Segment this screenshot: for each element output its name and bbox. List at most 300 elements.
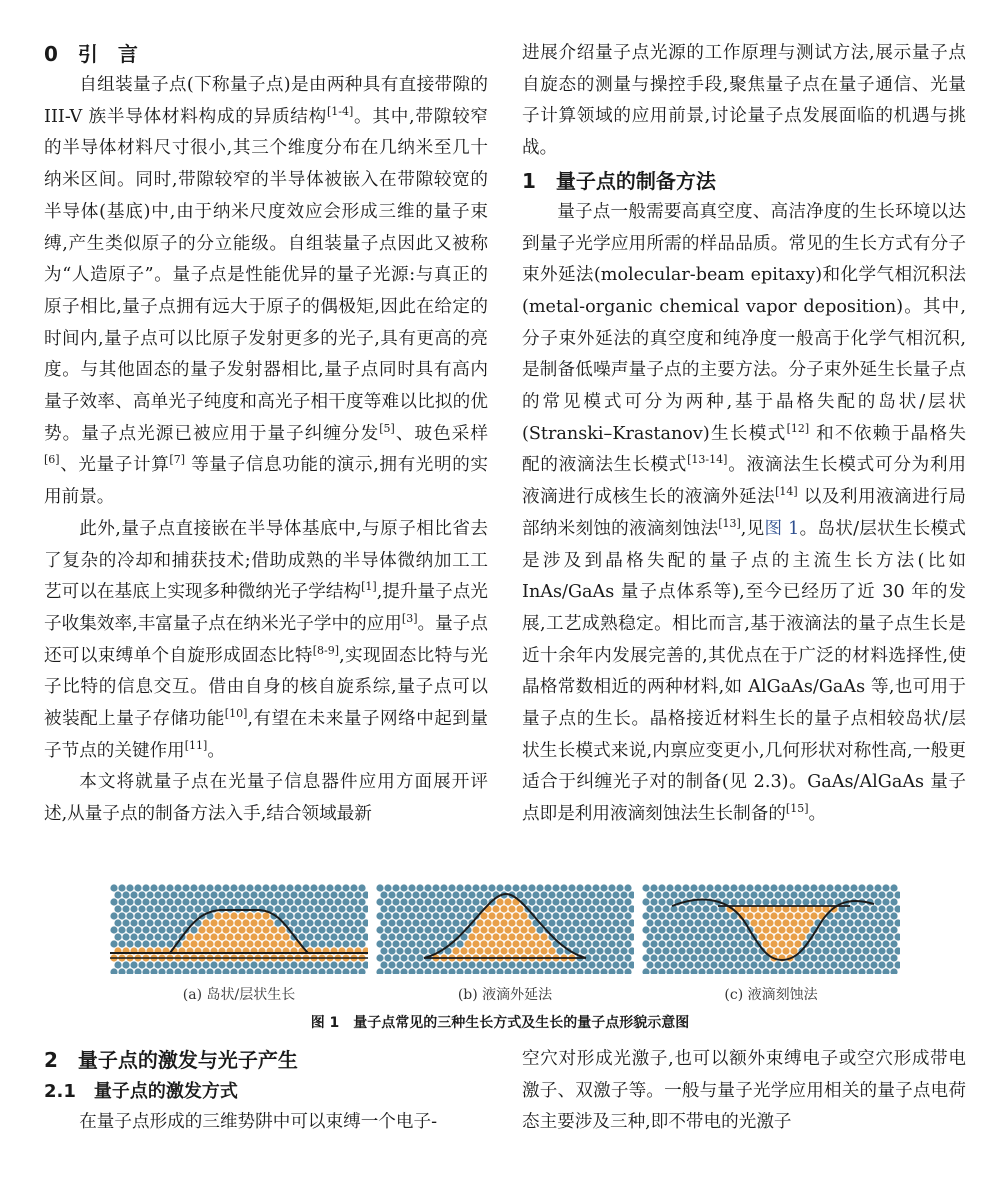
atom xyxy=(674,926,681,933)
atom xyxy=(358,926,365,933)
atom xyxy=(604,947,611,954)
atom xyxy=(528,968,535,974)
atom xyxy=(786,898,793,905)
atom xyxy=(734,891,741,898)
atom xyxy=(194,933,201,940)
atom xyxy=(698,968,705,974)
atom xyxy=(150,968,157,974)
atom xyxy=(400,884,407,891)
atom xyxy=(568,884,575,891)
atom xyxy=(686,891,693,898)
atom xyxy=(568,968,575,974)
atom xyxy=(624,968,631,974)
atom xyxy=(186,961,193,968)
atom xyxy=(354,961,361,968)
atom xyxy=(774,891,781,898)
atom xyxy=(580,933,587,940)
atom xyxy=(258,891,265,898)
atom xyxy=(282,961,289,968)
atom xyxy=(846,891,853,898)
atom xyxy=(126,912,133,919)
atom xyxy=(504,926,511,933)
paragraph-excitation: 在量子点形成的三维势阱中可以束缚一个电子- xyxy=(79,1112,438,1132)
atom xyxy=(354,933,361,940)
atom xyxy=(334,898,341,905)
atom xyxy=(158,912,165,919)
atom xyxy=(592,884,599,891)
atom xyxy=(552,912,559,919)
atom xyxy=(290,961,297,968)
atom xyxy=(850,884,857,891)
atom xyxy=(424,940,431,947)
atom xyxy=(358,940,365,947)
atom xyxy=(702,933,709,940)
atom xyxy=(628,919,634,926)
atom xyxy=(726,961,733,968)
atom xyxy=(746,940,753,947)
atom xyxy=(436,961,443,968)
atom xyxy=(616,912,623,919)
atom xyxy=(710,947,717,954)
atom xyxy=(318,912,325,919)
citation[interactable]: [5] xyxy=(379,421,395,435)
atom xyxy=(412,947,419,954)
atom xyxy=(198,898,205,905)
atom xyxy=(142,940,149,947)
atom xyxy=(206,898,213,905)
atom xyxy=(842,926,849,933)
atom xyxy=(210,891,217,898)
atom xyxy=(350,968,357,974)
atom xyxy=(314,961,321,968)
atom xyxy=(334,884,341,891)
paragraph-fabrication xyxy=(522,197,966,831)
atom xyxy=(830,933,837,940)
atom xyxy=(472,926,479,933)
atom xyxy=(516,961,523,968)
atom xyxy=(858,884,865,891)
atom xyxy=(782,919,789,926)
atom xyxy=(516,933,523,940)
citation[interactable]: [7] xyxy=(169,453,185,467)
atom xyxy=(858,912,865,919)
atom xyxy=(532,947,539,954)
atom xyxy=(682,940,689,947)
citation[interactable]: [13] xyxy=(718,516,741,530)
atom xyxy=(384,884,391,891)
atom xyxy=(484,891,491,898)
atom xyxy=(318,940,325,947)
atom xyxy=(392,898,399,905)
atom xyxy=(616,940,623,947)
atom xyxy=(480,884,487,891)
citation[interactable]: [12] xyxy=(786,421,810,435)
atom xyxy=(234,919,241,926)
atom xyxy=(274,961,281,968)
atom xyxy=(218,961,225,968)
atom xyxy=(314,891,321,898)
atom xyxy=(354,905,361,912)
atom xyxy=(798,961,805,968)
atom xyxy=(484,961,491,968)
atom xyxy=(588,919,595,926)
atom xyxy=(580,961,587,968)
atom xyxy=(278,940,285,947)
atom xyxy=(782,947,789,954)
atom xyxy=(358,884,365,891)
paragraph-intro-2 xyxy=(44,514,488,768)
citation[interactable]: [10] xyxy=(224,707,248,721)
atom xyxy=(306,891,313,898)
atom xyxy=(870,905,877,912)
atom xyxy=(294,898,301,905)
atom xyxy=(854,905,861,912)
citation[interactable]: [14] xyxy=(775,485,798,499)
atom xyxy=(162,933,169,940)
atom xyxy=(674,940,681,947)
atom xyxy=(198,968,205,974)
atom xyxy=(290,919,297,926)
atom xyxy=(380,933,387,940)
atom xyxy=(670,961,677,968)
atom xyxy=(138,905,145,912)
text: 。量子点还可以束缚单个自旋形成固态比特 xyxy=(44,613,488,666)
atom xyxy=(754,926,761,933)
atom xyxy=(254,912,261,919)
atom xyxy=(380,961,387,968)
atom xyxy=(238,968,245,974)
atom xyxy=(166,898,173,905)
citation[interactable]: [13-14] xyxy=(687,453,728,467)
atom xyxy=(270,940,277,947)
atom xyxy=(290,905,297,912)
atom xyxy=(480,898,487,905)
atom xyxy=(714,968,721,974)
atom xyxy=(396,919,403,926)
atom xyxy=(488,912,495,919)
atom xyxy=(254,968,261,974)
atom xyxy=(810,968,817,974)
citation[interactable]: [1-4] xyxy=(326,104,354,118)
atom xyxy=(536,926,543,933)
atom xyxy=(580,905,587,912)
atom xyxy=(198,940,205,947)
text: 自组装量子点(下称量子点)是由两种具有直接带隙的 III-V 族半导体材料构成的异质结构 xyxy=(44,75,488,127)
atom xyxy=(384,898,391,905)
atom xyxy=(142,884,149,891)
atom xyxy=(894,961,900,968)
atom xyxy=(858,940,865,947)
citation[interactable]: [8-9] xyxy=(312,643,340,657)
atom xyxy=(528,884,535,891)
atom xyxy=(480,968,487,974)
atom xyxy=(234,891,241,898)
atom xyxy=(826,954,833,961)
atom xyxy=(646,905,653,912)
atom xyxy=(552,968,559,974)
atom xyxy=(392,912,399,919)
atom xyxy=(658,912,665,919)
atom xyxy=(118,940,125,947)
atom xyxy=(270,926,277,933)
atom xyxy=(392,968,399,974)
atom xyxy=(254,884,261,891)
atom xyxy=(278,898,285,905)
atom xyxy=(882,884,889,891)
atom xyxy=(682,912,689,919)
atom xyxy=(654,961,661,968)
atom xyxy=(838,933,845,940)
atom xyxy=(504,968,511,974)
atom xyxy=(266,891,273,898)
atom xyxy=(318,884,325,891)
atom xyxy=(110,884,117,891)
atom xyxy=(674,912,681,919)
atom xyxy=(400,912,407,919)
atom xyxy=(350,884,357,891)
atom xyxy=(274,891,281,898)
atom xyxy=(600,912,607,919)
atom xyxy=(886,933,893,940)
atom xyxy=(134,968,141,974)
atom xyxy=(758,961,765,968)
atom xyxy=(650,940,657,947)
citation[interactable]: [6] xyxy=(44,453,60,467)
atom xyxy=(608,954,615,961)
atom xyxy=(834,912,841,919)
atom xyxy=(432,926,439,933)
atom xyxy=(448,926,455,933)
atom xyxy=(412,891,419,898)
atom xyxy=(464,912,471,919)
atom xyxy=(134,940,141,947)
atom xyxy=(318,968,325,974)
panel-a-label: (a) 岛状/层状生长 xyxy=(182,987,296,1003)
citation[interactable]: [15] xyxy=(785,802,809,816)
atom xyxy=(428,891,435,898)
atom xyxy=(354,891,361,898)
atom xyxy=(412,961,419,968)
atom xyxy=(548,947,555,954)
atom xyxy=(810,912,817,919)
atom xyxy=(380,919,387,926)
atom xyxy=(384,968,391,974)
atom xyxy=(762,926,769,933)
atom xyxy=(794,968,801,974)
atom xyxy=(826,940,833,947)
atom xyxy=(706,968,713,974)
atom xyxy=(420,919,427,926)
atom xyxy=(556,947,563,954)
atom xyxy=(878,905,885,912)
atom xyxy=(826,884,833,891)
atom xyxy=(786,926,793,933)
atom xyxy=(290,891,297,898)
atom xyxy=(818,954,825,961)
atom xyxy=(420,947,427,954)
atom xyxy=(330,961,337,968)
atom xyxy=(782,961,789,968)
atom xyxy=(524,947,531,954)
atom xyxy=(476,919,483,926)
atom xyxy=(432,968,439,974)
atom xyxy=(424,898,431,905)
atom xyxy=(512,912,519,919)
atom xyxy=(612,947,619,954)
atom xyxy=(666,926,673,933)
atom xyxy=(870,919,877,926)
atom xyxy=(436,891,443,898)
atom xyxy=(154,905,161,912)
atom xyxy=(146,961,153,968)
citation[interactable]: [1] xyxy=(361,580,377,594)
atom xyxy=(182,912,189,919)
atom xyxy=(174,884,181,891)
atom xyxy=(770,940,777,947)
atom xyxy=(548,919,555,926)
atom xyxy=(400,940,407,947)
atom xyxy=(690,884,697,891)
atom xyxy=(604,961,611,968)
atom xyxy=(286,940,293,947)
citation[interactable]: [3] xyxy=(401,612,418,626)
atom xyxy=(524,933,531,940)
atom xyxy=(698,884,705,891)
atom xyxy=(194,961,201,968)
atom xyxy=(202,891,209,898)
atom xyxy=(388,947,395,954)
atom xyxy=(584,912,591,919)
atom xyxy=(432,898,439,905)
atom xyxy=(842,940,849,947)
atom xyxy=(306,905,313,912)
atom xyxy=(230,884,237,891)
atom xyxy=(886,947,893,954)
atom xyxy=(894,891,900,898)
atom xyxy=(886,919,893,926)
atom xyxy=(786,912,793,919)
atom xyxy=(690,926,697,933)
atom xyxy=(818,940,825,947)
atom xyxy=(460,905,467,912)
atom xyxy=(826,898,833,905)
atom xyxy=(846,919,853,926)
atom xyxy=(894,947,900,954)
atom xyxy=(604,919,611,926)
atom xyxy=(822,933,829,940)
atom xyxy=(536,968,543,974)
figure-panel-c xyxy=(642,884,900,1003)
citation[interactable]: [11] xyxy=(184,738,208,752)
atom xyxy=(690,912,697,919)
atom xyxy=(238,884,245,891)
atom xyxy=(592,912,599,919)
atom xyxy=(706,926,713,933)
atom xyxy=(358,898,365,905)
atom xyxy=(564,919,571,926)
atom xyxy=(432,912,439,919)
atom xyxy=(834,884,841,891)
atom xyxy=(762,968,769,974)
atom xyxy=(122,891,129,898)
atom xyxy=(874,912,881,919)
atom xyxy=(520,884,527,891)
figure-panel-b xyxy=(376,884,634,1003)
atom xyxy=(226,919,233,926)
atom xyxy=(540,905,547,912)
atom xyxy=(150,940,157,947)
atom xyxy=(838,961,845,968)
atom xyxy=(150,926,157,933)
atom xyxy=(714,926,721,933)
atom xyxy=(500,905,507,912)
atom xyxy=(798,919,805,926)
atom xyxy=(738,884,745,891)
atom xyxy=(600,926,607,933)
atom xyxy=(114,933,121,940)
atom xyxy=(516,891,523,898)
atom xyxy=(734,933,741,940)
atom xyxy=(416,898,423,905)
atom xyxy=(210,919,217,926)
atom xyxy=(698,954,705,961)
atom xyxy=(484,919,491,926)
atom xyxy=(882,926,889,933)
text: ,见 xyxy=(740,518,765,539)
atom xyxy=(834,954,841,961)
atom xyxy=(342,926,349,933)
atom xyxy=(620,933,627,940)
atom xyxy=(612,933,619,940)
paragraph-intro-3-continued: 进展介绍量子点光源的工作原理与测试方法,展示量子点自旋态的测量与操控手段,聚焦量子点在量子通信、光量子计算领域的应用前景,讨论量子点发展面临的机遇与挑战。 xyxy=(522,43,966,159)
atom xyxy=(580,947,587,954)
atom xyxy=(146,891,153,898)
atom xyxy=(230,912,237,919)
atom xyxy=(396,961,403,968)
atom xyxy=(552,926,559,933)
figure-1-link[interactable]: 图 1 xyxy=(764,518,800,539)
atom xyxy=(254,926,261,933)
atom xyxy=(456,898,463,905)
atom xyxy=(392,940,399,947)
atom xyxy=(218,919,225,926)
atom xyxy=(306,919,313,926)
atom xyxy=(492,947,499,954)
atom xyxy=(396,891,403,898)
panel-b-label: (b) 液滴外延法 xyxy=(457,987,553,1003)
atom xyxy=(508,905,515,912)
atom xyxy=(862,905,869,912)
text: 。岛状/层状生长模式是涉及到晶格失配的量子点的主流生长方法(比如 InAs/GaAs 量子点体系等),至今已经历了近 30 年的发展,工艺成熟稳定。相比而言,基于液滴法的量子点生长是近十余年内发展完善的,其优点在于广泛的材料选择性,使晶格常数相近的两种材料,如 AlGaAs/GaAs 等,也可用于量子点的生长。晶格接近材料生长的量子点相较岛状/层状生长模式来说,内禀应变更小,几何形状对称性高,一般更适合于纠缠光子对的制备(见 2.3)。GaAs/AlGaAs 量子点即是利用液滴刻蚀法生长制备的 xyxy=(522,518,967,825)
atom xyxy=(718,961,725,968)
atom xyxy=(838,947,845,954)
atom xyxy=(694,961,701,968)
atom xyxy=(408,940,415,947)
atom xyxy=(746,884,753,891)
atom xyxy=(456,968,463,974)
atom xyxy=(878,919,885,926)
atom xyxy=(882,968,889,974)
atom xyxy=(376,884,383,891)
atom xyxy=(642,940,649,947)
atom xyxy=(738,926,745,933)
atom xyxy=(310,940,317,947)
atom xyxy=(890,912,897,919)
atom xyxy=(654,933,661,940)
atom xyxy=(850,954,857,961)
atom xyxy=(714,940,721,947)
atom xyxy=(440,898,447,905)
